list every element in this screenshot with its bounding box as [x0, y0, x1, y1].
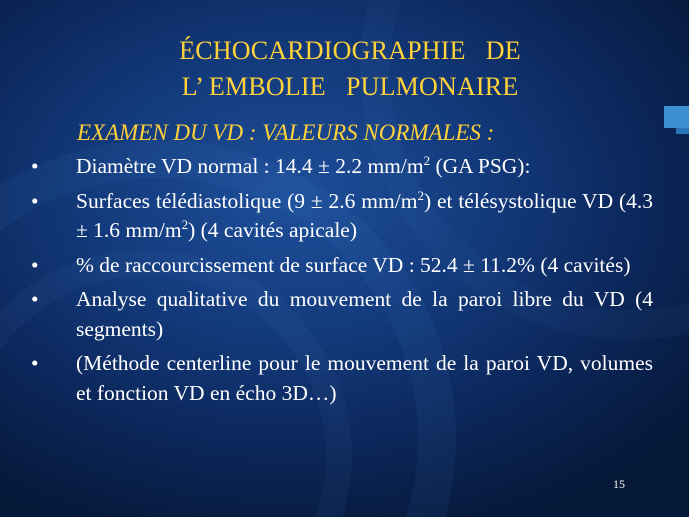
superscript: 2	[423, 153, 431, 168]
superscript: 2	[417, 187, 424, 203]
bullet-item	[0, 152, 689, 182]
bullet-text-part: Surfaces télédiastolique (9 ± 2.6 mm/m	[76, 188, 418, 213]
bullet-dot: •	[31, 188, 39, 213]
section-subtitle: EXAMEN DU VD : VALEURS NORMALES :	[77, 120, 495, 145]
bullet-item	[0, 187, 689, 246]
bullet-text: % de raccourcissement de surface VD : 52.4 ± 11.2% (4 cavités)	[76, 252, 631, 277]
bullet-text: (Méthode centerline pour le mouvement de la paroi VD, volumes et fonction VD en écho 3D…)	[76, 351, 653, 405]
bullet-dot: •	[31, 287, 39, 311]
bullet-dot: •	[31, 252, 39, 277]
bullet-dot: •	[31, 351, 39, 375]
bullet-text-part: Diamètre VD normal : 14.4 ± 2.2 mm/m	[76, 154, 424, 178]
bullet-text: Analyse qualitative du mouvement de la paroi libre du VD (4 segments)	[76, 287, 653, 341]
bullet-item	[0, 285, 689, 344]
bullet-text-part: (GA PSG):	[430, 154, 531, 178]
bullet-text-part: ) (4 cavités apicale)	[188, 218, 357, 242]
bullet-text	[76, 152, 653, 182]
accent-bar-shadow	[676, 128, 689, 134]
bullet-text-part: ) et télésystolique VD (4.3 ± 1.6 mm/m	[76, 188, 653, 242]
slide-title	[110, 33, 590, 105]
bullet-item	[0, 349, 689, 408]
page-number: 15	[613, 477, 625, 491]
slide-title-line-1: ÉCHOCARDIOGRAPHIE DE	[179, 36, 521, 65]
slide-title-line-2: L’ EMBOLIE PULMONAIRE	[181, 72, 519, 101]
accent-bar	[664, 106, 689, 128]
bullet-dot: •	[31, 154, 39, 178]
bullet-list	[0, 152, 689, 413]
bullet-item	[0, 251, 689, 281]
bullet-text	[76, 187, 653, 246]
superscript: 2	[181, 217, 189, 232]
